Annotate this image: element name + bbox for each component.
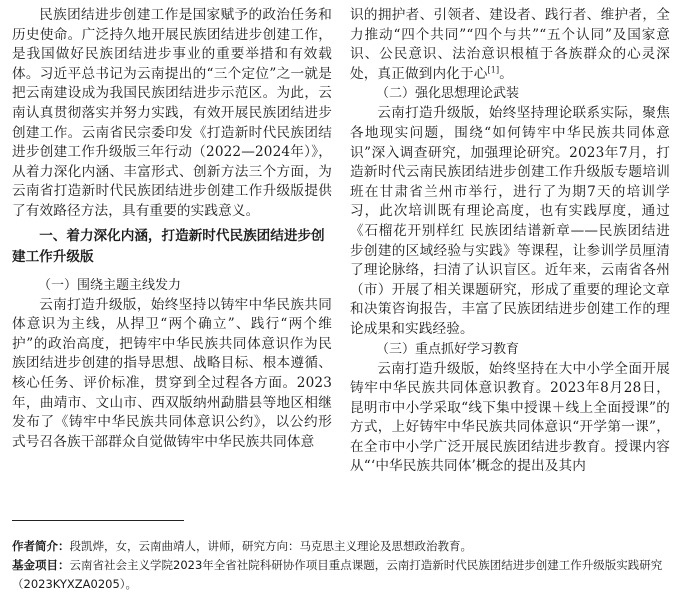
paragraph-3: 云南打造升级版，始终坚持在大中小学全面开展铸牢中华民族共同体意识教育。2023年8月28日，昆明市中小学采取“线下集中授课＋线上全面授课”的方式，上好铸牢中华民族共同体意识“开学第一课”，在全市中小学广泛开展民族团结进步教育。授课内容从“‘中华民族共同体’概念的提出及其内: [350, 360, 670, 475]
paragraph-1-continued: [350, 6, 670, 84]
paragraph-1-cont-text: 识的拥护者、引领者、建设者、践行者、维护者，全力推动“四个共同”“四个与共”“五个认同”及国家意识、公民意识、法治意识根植于各族群众的心灵深处，真正做到内化于心: [350, 7, 670, 82]
subheading-2: （二）强化思想理论武装: [376, 86, 520, 102]
paragraph-1: 云南打造升级版，始终坚持以铸牢中华民族共同体意识为主线，从捍卫“两个确立”、践行“两个维护”的政治高度，把铸牢中华民族共同体意识作为民族团结进步创建的指导思想、战略目标、根本遵循、核心任务、评价标准，贯穿到全过程各方面。2023年，曲靖市、文山市、西双版纳州勐腊县等地区相继发布了《铸牢中华民族共同体意识公约》，以公约形式号召各族干部群众自觉做铸牢中华民族共同体意: [12, 296, 332, 450]
subheading-1: （一）围绕主题主线发力: [38, 277, 182, 293]
section-1-heading: 一、着力深化内涵，打造新时代民族团结进步创建工作升级版: [12, 227, 325, 265]
footnote-divider: [12, 520, 184, 521]
footnotes: [12, 537, 672, 594]
author-text: 段凯烨，女，云南曲靖人，讲师，研究方向：马克思主义理论及思想政治教育。: [69, 539, 472, 553]
intro-paragraph: 民族团结进步创建工作是国家赋予的政治任务和历史使命。广泛持久地开展民族团结进步创建工作，是我国做好民族团结进步事业的重要举措和有效载体。习近平总书记为云南提出的“三个定位”之一就是把云南建设成为我国民族团结进步示范区。为此，云南认真贯彻落实并努力实践，有效开展民族团结进步创建工作。云南省民宗委印发《打造新时代民族团结进步创建工作升级版三年行动（2022—2024年）》，从着力深化内涵、丰富形式、创新方法三个方面，为云南省打造新时代民族团结进步创建工作升级版提供了有效路径方法，具有重要的实践意义。: [12, 7, 332, 219]
author-note: [12, 537, 672, 556]
fund-label: 基金项目：: [12, 558, 70, 572]
left-column: [12, 6, 332, 452]
author-label: 作者简介：: [12, 539, 70, 553]
fund-note: [12, 556, 672, 594]
paragraph-2: 云南打造升级版，始终坚持理论联系实际，聚焦各地现实问题，围绕“如何铸牢中华民族共同体意识”深入调查研究，加强理论研究。2023年7月，打造新时代云南民族团结进步创建工作升级版专题培训班在甘肃省兰州市举行，进行了为期7天的培训学习，此次培训既有理论高度，也有实践厚度，通过《石榴花开别样红 民族团结谱新章——民族团结进步创建的区域经验与实践》等课程，让参训学员厘清了理论脉络，扫清了认识盲区。近年来，云南省各州（市）开展了相关课题研究，形成了重要的理论文章和决策咨询报告，丰富了民族团结进步创建工作的理论成果和实践经验。: [350, 105, 670, 337]
right-column: [350, 6, 670, 477]
paragraph-1-end: 。: [499, 65, 513, 82]
citation-marker: [1]: [487, 65, 500, 75]
subheading-3: （三）重点抓好学习教育: [376, 341, 520, 357]
fund-text: 云南省社会主义学院2023年全省社院科研协作项目重点课题，云南打造新时代民族团结进步创建工作升级版实践研究（2023KYXZA0205）。: [12, 558, 663, 591]
